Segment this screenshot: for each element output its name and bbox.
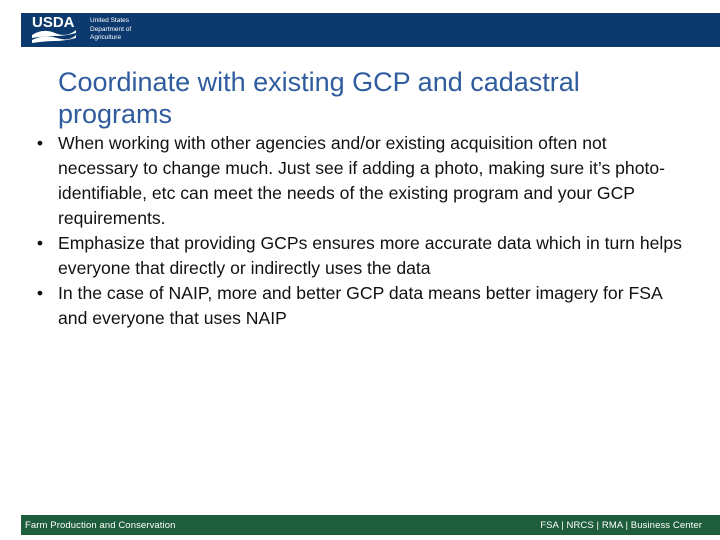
- bullet-icon: •: [36, 283, 44, 303]
- list-item: [30, 281, 690, 331]
- footer-agency-mission-area: Farm Production and Conservation: [25, 520, 176, 531]
- bullet-text: Emphasize that providing GCPs ensures more accurate data which in turn helps everyone that directly or indirectly uses the data: [58, 233, 682, 278]
- bullet-icon: •: [36, 233, 44, 253]
- department-name: United States Department of Agriculture: [90, 17, 132, 41]
- bullet-text: When working with other agencies and/or existing acquisition often not necessary to change much. Just see if adding a photo, making sure it’s photo-identifiable, etc can meet the needs of the existing program and your GCP requirements.: [58, 133, 666, 228]
- usda-logo: [31, 13, 77, 47]
- bullet-list: [30, 131, 690, 331]
- footer-agencies-list: FSA | NRCS | RMA | Business Center: [540, 520, 702, 531]
- header-bar: [21, 13, 720, 47]
- bullet-icon: •: [36, 133, 44, 153]
- bullet-text: In the case of NAIP, more and better GCP data means better imagery for FSA and everyone that uses NAIP: [58, 283, 662, 328]
- slide-title: Coordinate with existing GCP and cadastral programs: [58, 67, 580, 129]
- list-item: [30, 231, 690, 281]
- usda-logo-text: USDA: [32, 14, 75, 31]
- list-item: [30, 131, 690, 231]
- footer-bar: [21, 515, 720, 535]
